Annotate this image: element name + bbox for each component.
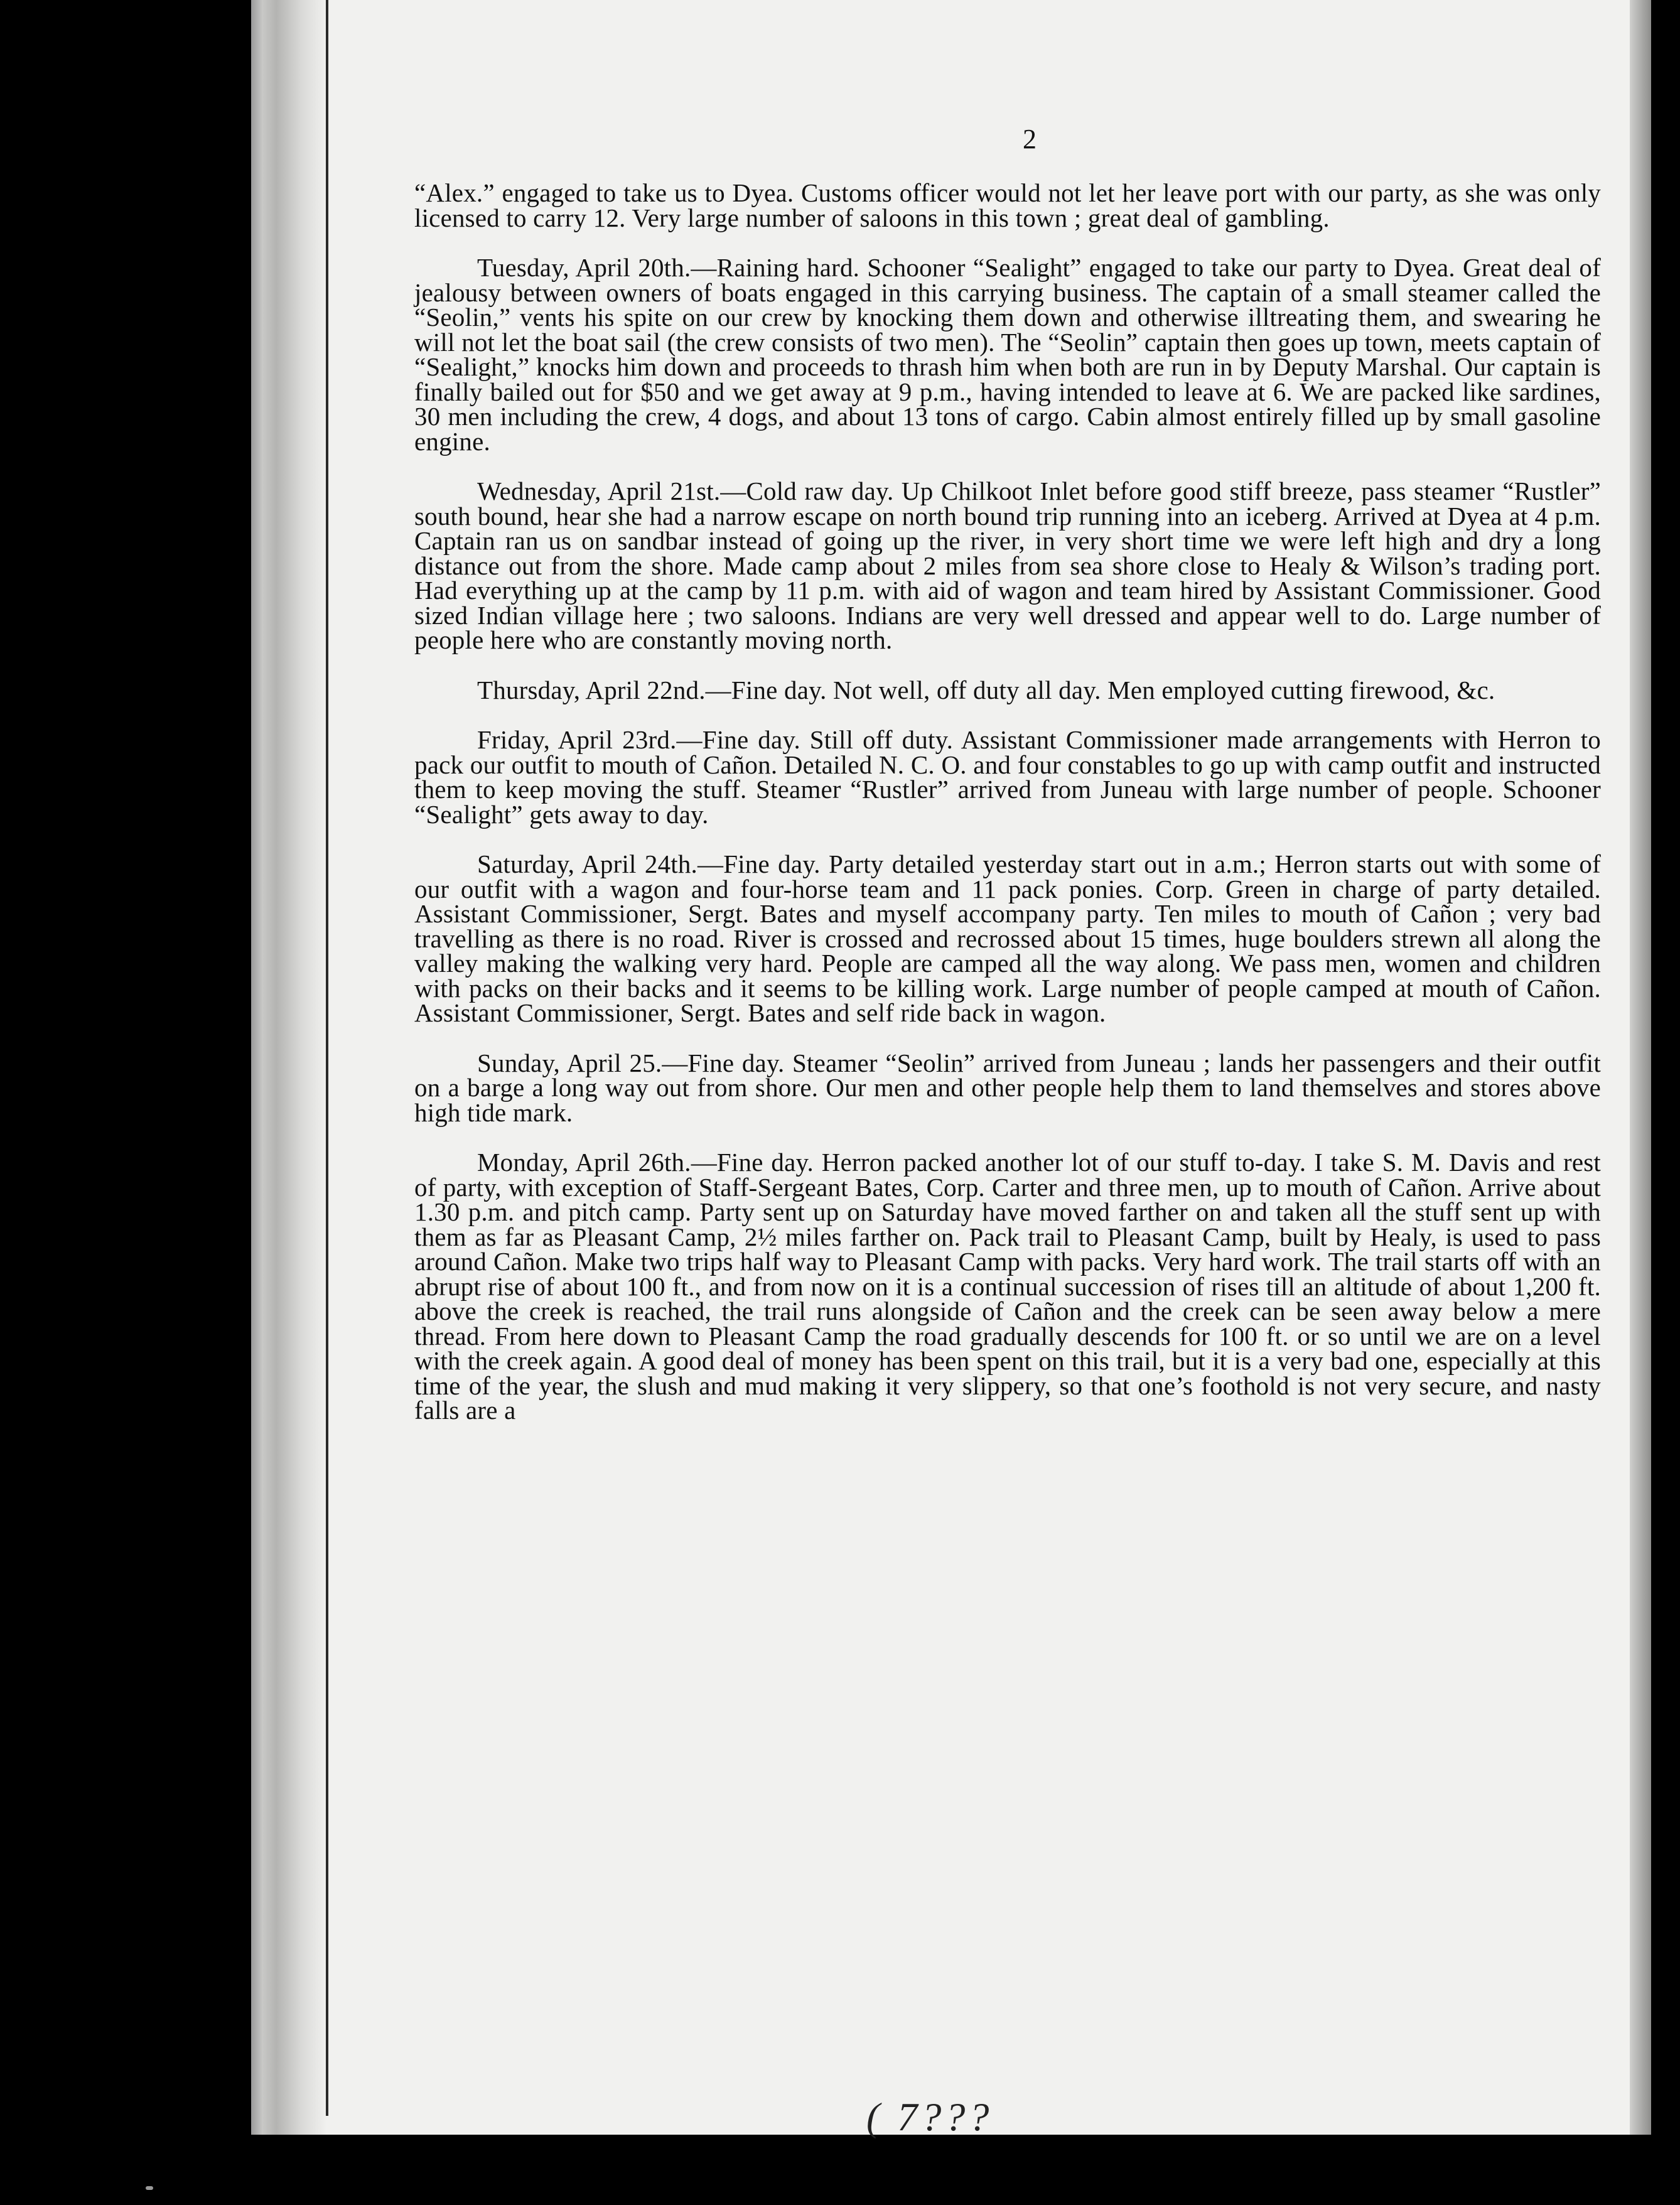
handwritten-footer-mark: ( 7??? [866, 2094, 993, 2139]
paragraph-april-24: Saturday, April 24th.—Fine day. Party detailed yesterday start out in a.m.; Herron starts out with some of our outfit with a wagon and four-horse team and 11 pack ponies. Corp. Green in charge of party detailed. Assistant Commissioner, Sergt. Bates and myself accompany party. Ten miles to mouth of Cañon ; very bad travelling as there is no road. River is crossed and recrossed about 15 times, huge boulders strewn all along the valley making the walking very hard. People are camped all the way along. We pass men, women and children with packs on their backs and it seems to be killing work. Large number of people camped at mouth of Cañon. Assistant Commissioner, Sergt. Bates and self ride back in wagon. [414, 849, 1601, 1027]
page-number: 2 [1023, 124, 1037, 154]
paragraph-april-20: Tuesday, April 20th.—Raining hard. Schooner “Sealight” engaged to take our party to Dyea. Great deal of jealousy between owners of boats engaged in this carrying business. The captain of a small steamer called the “Seolin,” vents his spite on our crew by knocking them down and otherwise illtreating them, and swearing he will not let the boat sail (the crew consists of two men). The “Seolin” captain then goes up town, meets captain of “Sealight,” knocks him down and proceeds to thrash him when both are run in by Deputy Marshal. Our captain is finally bailed out for $50 and we get away at 9 p.m., having intended to leave at 6. We are packed like sardines, 30 men including the crew, 4 dogs, and about 13 tons of cargo. Cabin almost entirely filled up by small gasoline engine. [414, 253, 1601, 456]
paragraph-april-23: Friday, April 23rd.—Fine day. Still off duty. Assistant Commissioner made arrangements with Herron to pack our outfit to mouth of Cañon. Detailed N. C. O. and four constables to go up with camp outfit and instructed them to keep moving the stuff. Steamer “Rustler” arrived from Juneau with large number of people. Schooner “Sealight” gets away to day. [414, 725, 1601, 829]
paragraph-april-26: Monday, April 26th.—Fine day. Herron packed another lot of our stuff to-day. I take S. M. Davis and rest of party, with exception of Staff-Sergeant Bates, Corp. Carter and three men, up to mouth of Cañon. Arrive about 1.30 p.m. and pitch camp. Party sent up on Saturday have moved farther on and taken all the stuff sent up with them as far as Pleasant Camp, 2½ miles farther on. Pack trail to Pleasant Camp, built by Healy, is used to pass around Cañon. Make two trips half way to Pleasant Camp with packs. Very hard work. The trail starts off with an abrupt rise of about 100 ft., and from now on it is a continual succession of rises till an altitude of about 1,200 ft. above the creek is reached, the trail runs alongside of Cañon and the creek can be seen away below a mere thread. From here down to Pleasant Camp the road gradually descends for 100 ft. or so until we are on a level with the creek again. A good deal of money has been spent on this trail, but it is a very bad one, especially at this time of the year, the slush and mud making it very slippery, so that one’s foothold is not very secure, and nasty falls are a [414, 1148, 1601, 1425]
paragraph-continuation: “Alex.” engaged to take us to Dyea. Customs officer would not let her leave port with our party, as she was only licensed to carry 12. Very large number of saloons in this town ; great deal of gambling. [414, 178, 1601, 232]
page-binding-edge [326, 0, 328, 2116]
paragraph-april-25: Sunday, April 25.—Fine day. Steamer “Seolin” arrived from Juneau ; lands her passengers and their outfit on a barge a long way out from shore. Our men and other people help them to land themselves and stores above high tide mark. [414, 1048, 1601, 1127]
paragraph-april-21: Wednesday, April 21st.—Cold raw day. Up Chilkoot Inlet before good stiff breeze, pass steamer “Rustler” south bound, hear she had a narrow escape on north bound trip running into an iceberg. Arrived at Dyea at 4 p.m. Captain ran us on sandbar instead of going up the river, in very short time we were left high and dry a long distance out from the shore. Made camp about 2 miles from sea shore close to Healy & Wilson’s trading port. Had everything up at the camp by 11 p.m. with aid of wagon and team hired by Assistant Commissioner. Good sized Indian village here ; two saloons. Indians are very well dressed and appear well to do. Large number of people here who are constantly moving north. [414, 477, 1601, 654]
scan-speck [146, 2186, 153, 2190]
body-text [414, 178, 1601, 1425]
page-right-edge [1630, 0, 1651, 2135]
paragraph-april-22: Thursday, April 22nd.—Fine day. Not well, off duty all day. Men employed cutting firewood, &c. [477, 675, 1495, 704]
